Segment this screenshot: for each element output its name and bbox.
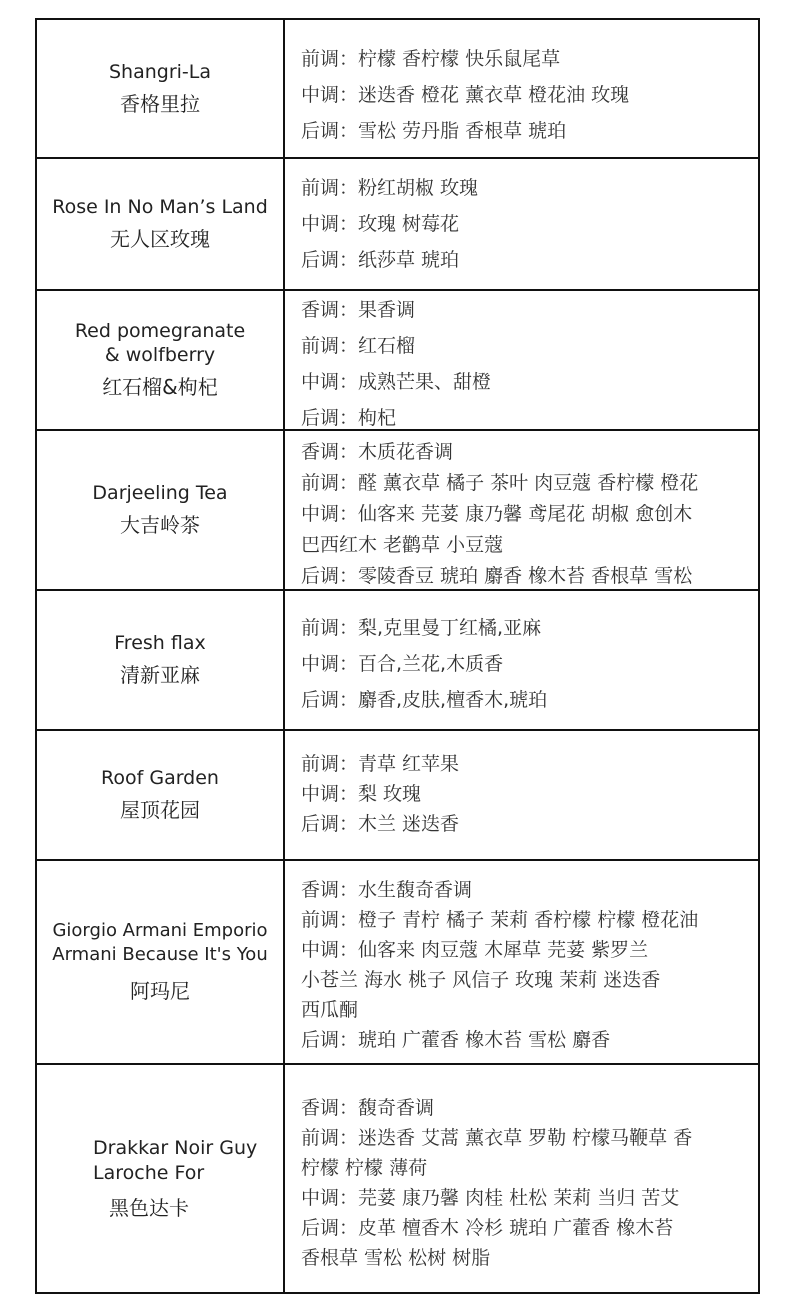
fragrance-name-en: Red pomegranate & wolfberry [74,320,246,366]
note-line: 前调：梨,克里曼丁红橘,亚麻 [301,617,542,639]
table-row-darjeeling-tea [37,429,758,589]
note-line: 后调：雪松 劳丹脂 香根草 琥珀 [301,120,567,142]
fragrance-notes-cell [301,1065,756,1292]
note-line: 香调：木质花香调 [301,441,454,463]
note-line: 香调：馥奇香调 [301,1097,435,1119]
table-row-shangri-la [37,20,758,157]
fragrance-name-cell [37,591,283,729]
fragrance-name-en: Roof Garden [101,767,219,789]
note-line: 香根草 雪松 松树 树脂 [301,1247,491,1269]
fragrance-name-en: Fresh flax [114,632,206,654]
table-row-red-pomegranate [37,289,758,429]
fragrance-name-zh: 香格里拉 [120,91,200,116]
fragrance-table [35,18,760,1294]
note-line: 后调：琥珀 广藿香 橡木苔 雪松 麝香 [301,1029,611,1051]
note-line: 香调：水生馥奇香调 [301,879,473,901]
note-line: 中调：芫荽 康乃馨 肉桂 杜松 茉莉 当归 苦艾 [301,1187,680,1209]
table-row-fresh-flax [37,589,758,729]
fragrance-name-cell [37,731,283,859]
note-line: 前调：红石榴 [301,335,416,357]
fragrance-name-zh: 清新亚麻 [120,663,200,687]
note-line: 后调：零陵香豆 琥珀 麝香 橡木苔 香根草 雪松 [301,565,693,587]
fragrance-name-en: Darjeeling Tea [92,482,228,504]
fragrance-notes-cell [301,591,756,729]
fragrance-name-zh: 黑色达卡 [109,1195,189,1220]
note-line: 中调：玫瑰 树莓花 [301,213,460,235]
note-line: 西瓜酮 [301,999,359,1021]
fragrance-name-en: Drakkar Noir Guy Laroche For [93,1136,258,1184]
fragrance-name-cell [37,861,283,1063]
note-line: 前调：青草 红苹果 [301,753,460,775]
fragrance-name-cell [93,1065,283,1292]
note-line: 小苍兰 海水 桃子 风信子 玫瑰 茉莉 迷迭香 [301,969,661,991]
note-line: 前调：粉红胡椒 玫瑰 [301,177,479,199]
note-line: 后调：麝香,皮肤,檀香木,琥珀 [301,689,548,711]
fragrance-notes-cell [301,731,756,859]
fragrance-name-en: Shangri-La [108,60,212,83]
note-line: 中调：迷迭香 橙花 薰衣草 橙花油 玫瑰 [301,84,630,106]
note-line: 中调：百合,兰花,木质香 [301,653,504,675]
note-line: 前调：醛 薰衣草 橘子 茶叶 肉豆蔻 香柠檬 橙花 [301,472,699,494]
table-row-rose-in-no-mans-land [37,157,758,289]
fragrance-name-cell [37,431,283,589]
note-line: 中调：成熟芒果、甜橙 [301,371,492,393]
note-line: 后调：枸杞 [301,407,397,429]
fragrance-name-zh: 红石榴&枸杞 [102,375,218,399]
note-line: 前调：柠檬 香柠檬 快乐鼠尾草 [301,48,561,70]
note-line: 后调：纸莎草 琥珀 [301,249,460,271]
fragrance-notes-cell [301,159,756,289]
fragrance-name-cell [37,291,283,429]
fragrance-notes-cell [301,20,756,157]
fragrance-name-cell [37,20,283,157]
note-line: 后调：皮革 檀香木 冷杉 琥珀 广藿香 橡木苔 [301,1217,674,1239]
fragrance-name-cell [37,159,283,289]
fragrance-notes-cell [301,431,756,589]
table-row-drakkar-noir [37,1063,758,1292]
fragrance-name-zh: 大吉岭茶 [120,513,200,537]
fragrance-name-zh: 无人区玫瑰 [110,227,210,251]
note-line: 中调：仙客来 肉豆蔻 木犀草 芫荽 紫罗兰 [301,939,649,961]
fragrance-name-en: Giorgio Armani Emporio Armani Because It's You [52,920,268,965]
fragrance-name-zh: 阿玛尼 [130,979,190,1003]
note-line: 前调：迷迭香 艾蒿 薰衣草 罗勒 柠檬马鞭草 香 [301,1127,693,1149]
note-line: 柠檬 柠檬 薄荷 [301,1157,428,1179]
fragrance-notes-cell [301,861,756,1063]
note-line: 前调：橙子 青柠 橘子 茉莉 香柠檬 柠檬 橙花油 [301,909,699,931]
note-line: 中调：仙客来 芫荽 康乃馨 鸢尾花 胡椒 愈创木 [301,503,693,525]
note-line: 香调：果香调 [301,299,416,321]
table-row-roof-garden [37,729,758,859]
fragrance-name-zh: 屋顶花园 [120,798,200,822]
fragrance-name-en: Rose In No Man’s Land [52,196,268,218]
note-line: 中调：梨 玫瑰 [301,783,422,805]
note-line: 后调：木兰 迷迭香 [301,813,460,835]
table-row-giorgio-armani [37,859,758,1063]
note-line: 巴西红木 老鹳草 小豆蔻 [301,534,504,556]
fragrance-notes-cell [301,291,756,429]
